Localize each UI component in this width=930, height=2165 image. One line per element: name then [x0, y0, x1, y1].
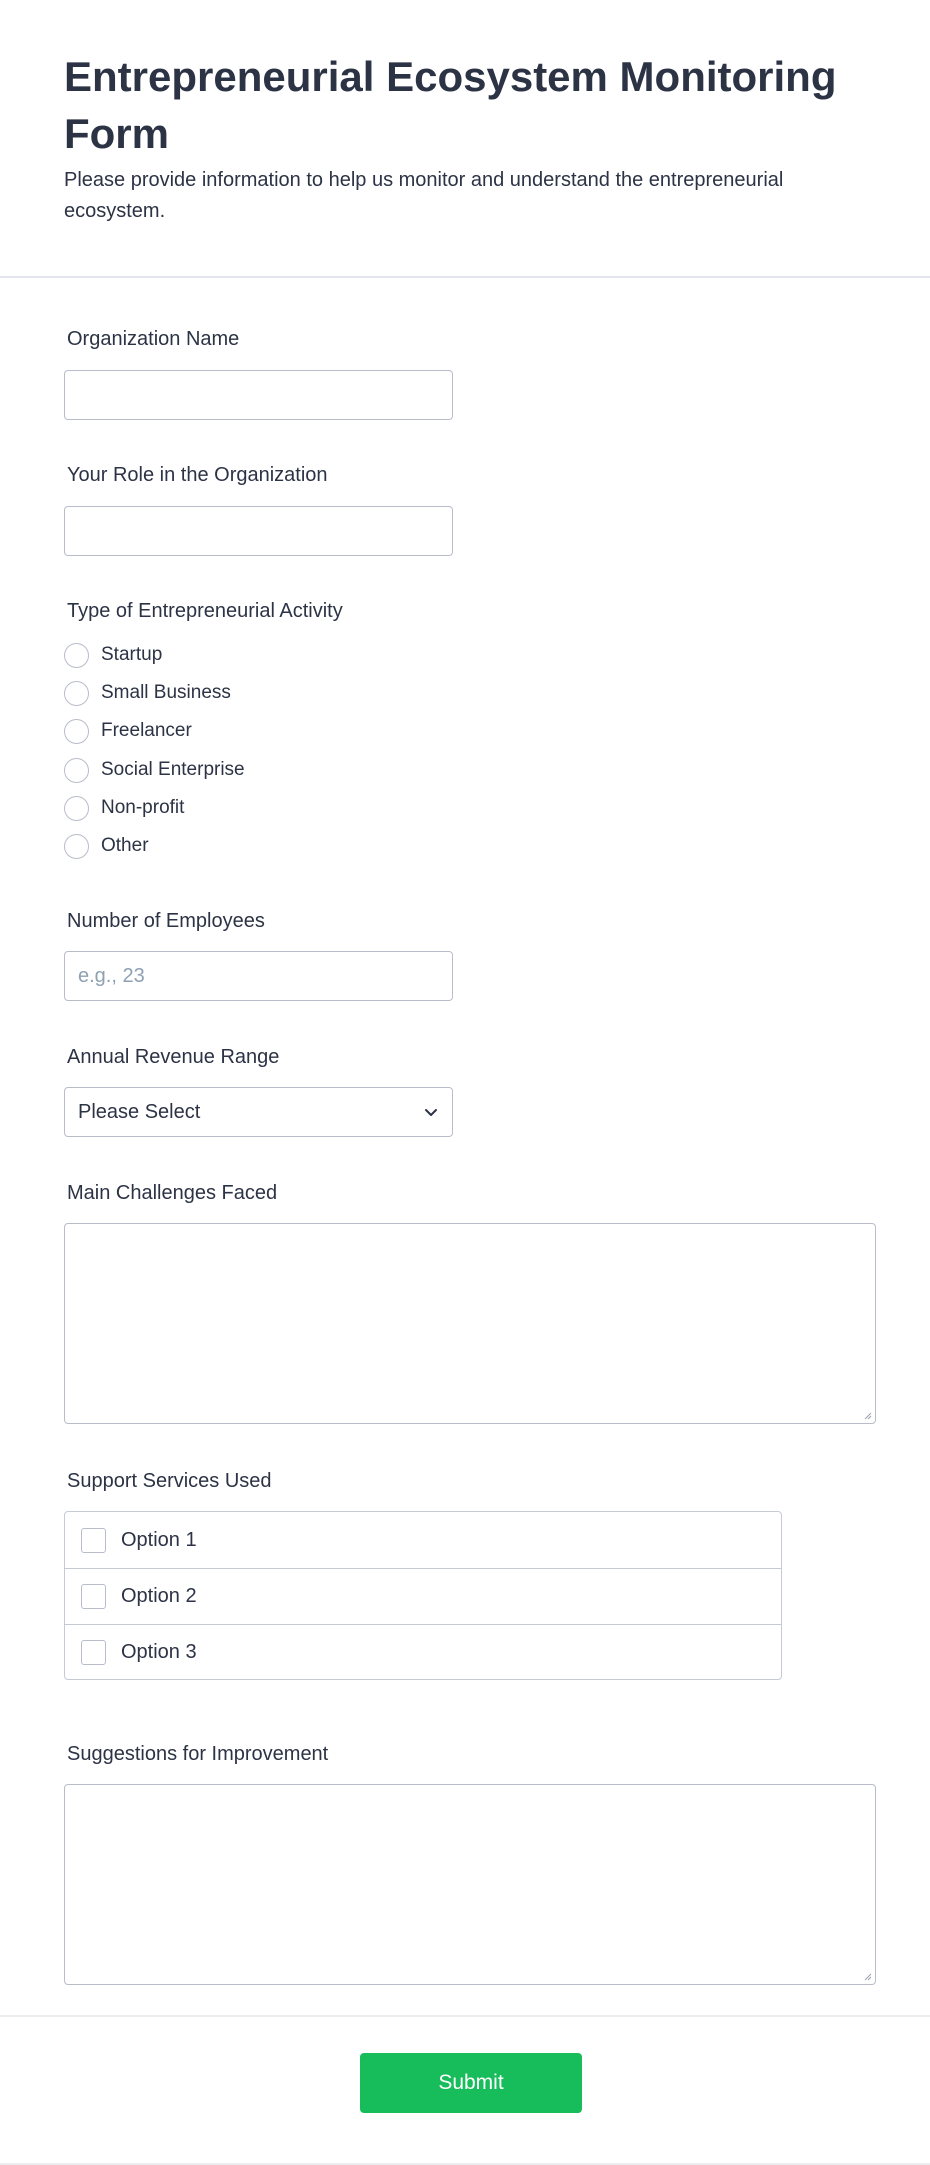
checkbox[interactable]	[81, 1640, 106, 1665]
resize-grip-icon[interactable]	[862, 1410, 872, 1420]
radio-option-social-enterprise[interactable]	[64, 756, 245, 784]
checkbox-option-label: Option 3	[121, 1641, 197, 1663]
org-name-label: Organization Name	[67, 328, 240, 350]
checkbox-option-label: Option 2	[121, 1585, 197, 1607]
radio-option-label: Startup	[101, 644, 163, 665]
radio-button[interactable]	[64, 796, 89, 821]
radio-option-small-business[interactable]	[64, 679, 231, 707]
radio-option-other[interactable]	[64, 832, 149, 860]
radio-button[interactable]	[64, 681, 89, 706]
radio-option-label: Non-profit	[101, 797, 185, 818]
checkbox-option-1[interactable]	[65, 1512, 781, 1568]
org-name-input[interactable]	[64, 370, 453, 420]
radio-option-label: Freelancer	[101, 720, 192, 741]
form-header	[0, 0, 930, 278]
support-label: Support Services Used	[67, 1470, 272, 1492]
checkbox-option-label: Option 1	[121, 1528, 197, 1551]
radio-button[interactable]	[64, 758, 89, 783]
challenges-label: Main Challenges Faced	[67, 1182, 278, 1204]
radio-option-label: Small Business	[101, 682, 231, 703]
form-title: Entrepreneurial Ecosystem Monitoring Form	[64, 53, 837, 157]
checkbox[interactable]	[81, 1584, 106, 1609]
role-label: Your Role in the Organization	[67, 464, 328, 486]
revenue-select-value: Please Select	[78, 1100, 201, 1123]
radio-option-non-profit[interactable]	[64, 794, 184, 822]
employees-label: Number of Employees	[67, 910, 265, 932]
checkbox-option-2[interactable]	[65, 1568, 781, 1624]
radio-button[interactable]	[64, 643, 89, 668]
radio-button[interactable]	[64, 719, 89, 744]
employees-input[interactable]	[64, 951, 453, 1001]
suggestions-label: Suggestions for Improvement	[67, 1743, 329, 1765]
radio-option-startup[interactable]	[64, 641, 162, 669]
form-subtitle: Please provide information to help us monitor and understand the entrepreneurial ecosystem.	[64, 169, 784, 222]
chevron-down-icon	[423, 1104, 439, 1120]
radio-option-label: Social Enterprise	[101, 759, 245, 780]
radio-option-freelancer[interactable]	[64, 717, 192, 745]
suggestions-textarea[interactable]	[64, 1784, 876, 1985]
checkbox[interactable]	[81, 1528, 106, 1553]
role-input[interactable]	[64, 506, 453, 556]
activity-type-label: Type of Entrepreneurial Activity	[67, 600, 343, 622]
revenue-label: Annual Revenue Range	[67, 1046, 280, 1068]
submit-button[interactable]: Submit	[360, 2053, 582, 2113]
resize-grip-icon[interactable]	[862, 1971, 872, 1981]
revenue-select[interactable]	[64, 1087, 453, 1137]
footer-divider	[0, 2015, 930, 2017]
support-checkbox-group	[64, 1511, 782, 1680]
checkbox-option-3[interactable]	[65, 1624, 781, 1680]
radio-button[interactable]	[64, 834, 89, 859]
radio-option-label: Other	[101, 835, 149, 856]
challenges-textarea[interactable]	[64, 1223, 876, 1424]
